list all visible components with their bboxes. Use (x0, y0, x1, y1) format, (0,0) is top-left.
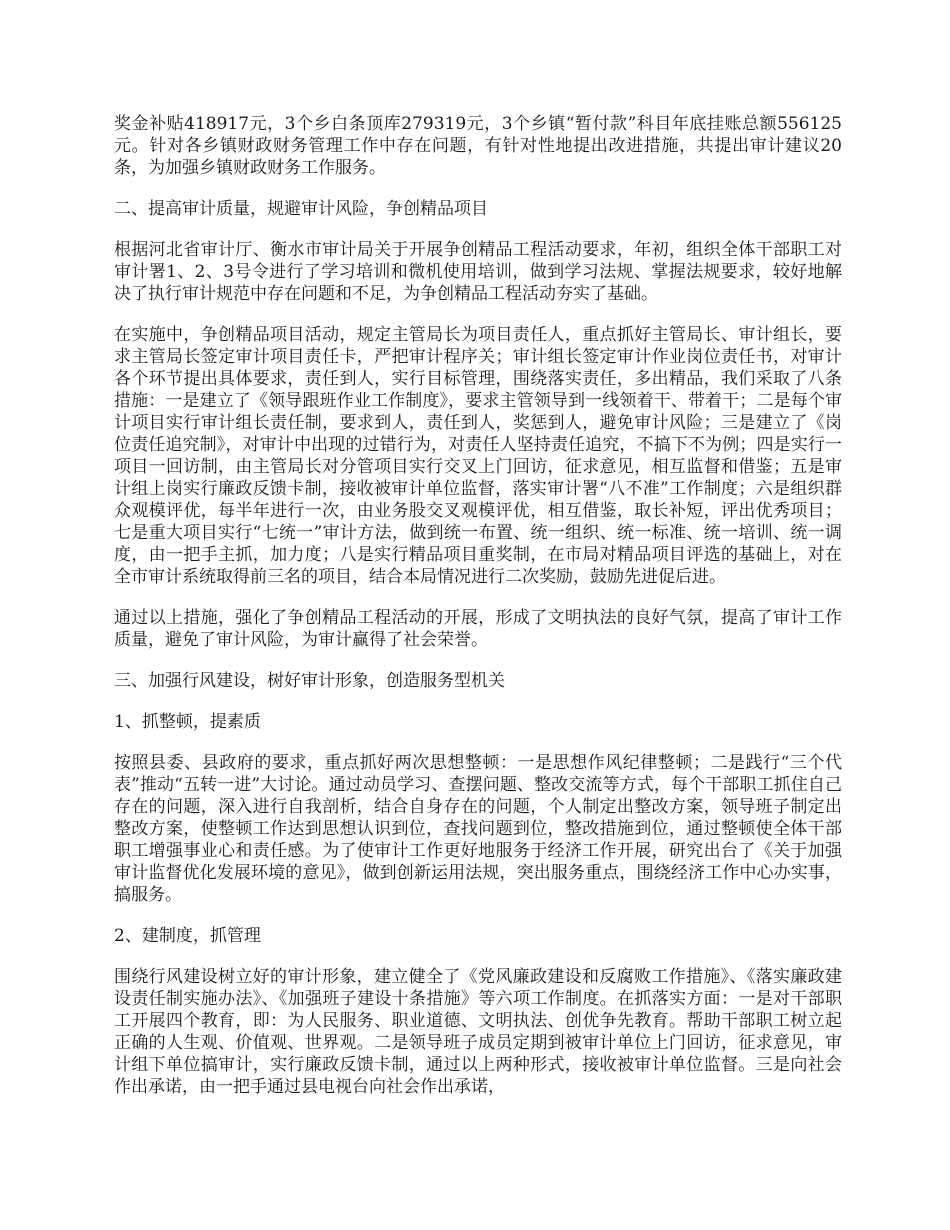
paragraph-systems: 围绕行风建设树立好的审计形象，建立健全了《党风廉政建设和反腐败工作措施》、《落实廉政建设责任制实施办法》、《加强班子建设十条措施》等六项工作制度。在抓落实方面：一是对干部职工开展四个教育，即：为人民服务、职业道德、文明执法、创优争先教育。帮助干部职工树立起正确的人生观、价值观、世界观。二是领导班子成员定期到被审计单位上门回访，征求意见，审计组下单位搞审计，实行廉政反馈卡制，通过以上两种形式，接收被审计单位监督。三是向社会作出承诺，由一把手通过县电视台向社会作出承诺， (114, 967, 842, 1097)
subsection-heading-1: 1、抓整顿，提素质 (114, 712, 261, 732)
paragraph-training: 根据河北省审计厅、衡水市审计局关于开展争创精品工程活动要求，年初，组织全体干部职工对审计署1、2、3号令进行了学习培训和微机使用培训，做到学习法规、掌握法规要求，较好地解决了执行审计规范中存在问题和不足，为争创精品工程活动夯实了基础。 (114, 240, 842, 304)
document-page (114, 113, 842, 1117)
subsection-heading-2: 2、建制度，抓管理 (114, 926, 261, 946)
paragraph-audit-findings: 奖金补贴418917元，3个乡白条顶库279319元，3个乡镇“暂付款”科目年底挂账总额556125元。针对各乡镇财政财务管理工作中存在问题，有针对性地提出改进措施，共提出审计建议20条，为加强乡镇财政财务工作服务。 (114, 114, 842, 178)
paragraph-eight-measures: 在实施中，争创精品项目活动，规定主管局长为项目责任人，重点抓好主管局长、审计组长，要求主管局长签定审计项目责任卡，严把审计程序关；审计组长签定审计作业岗位责任书，对审计各个环节提出具体要求，责任到人，实行目标管理，围绕落实责任，多出精品，我们采取了八条措施：一是建立了《领导跟班作业工作制度》，要求主管领导到一线领着干、带着干；二是每个审计项目实行审计组长责任制，要求到人，责任到人，奖惩到人，避免审计风险；三是建立了《岗位责任追究制》，对审计中出现的过错行为，对责任人坚持责任追究，不搞下不为例；四是实行一项目一回访制，由主管局长对分管项目实行交叉上门回访，征求意见，相互监督和借鉴；五是审计组上岗实行廉政反馈卡制，接收被审计单位监督，落实审计署“八不准”工作制度；六是组织群众观模评优，每半年进行一次，由业务股交叉观模评优，相互借鉴，取长补短，评出优秀项目；七是重大项目实行“七统一”审计方法，做到统一布置、统一组织、统一标准、统一培训、统一调度，由一把手主抓，加力度；八是实行精品项目重奖制，在市局对精品项目评选的基础上，对在全市审计系统取得前三名的项目，结合本局情况进行二次奖励，鼓励先进促后进。 (114, 325, 842, 587)
section-heading-3: 三、加强行风建设，树好审计形象，创造服务型机关 (114, 671, 505, 691)
paragraph-results: 通过以上措施，强化了争创精品工程活动的开展，形成了文明执法的良好气氛，提高了审计工作质量，避免了审计风险，为审计赢得了社会荣誉。 (114, 608, 842, 650)
paragraph-rectification: 按照县委、县政府的要求，重点抓好两次思想整顿：一是思想作风纪律整顿；二是践行“三个代表”推动“五转一进”大讨论。通过动员学习、查摆问题、整改交流等方式，每个干部职工抓住自己存在的问题，深入进行自我剖析，结合自身存在的问题，个人制定出整改方案，领导班子制定出整改方案，使整顿工作达到思想认识到位，查找问题到位，整改措施到位，通过整顿使全体干部职工增强事业心和责任感。为了使审计工作更好地服务于经济工作开展，研究出台了《关于加强审计监督优化发展环境的意见》，做到创新运用法规，突出服务重点，围绕经济工作中心办实事，搞服务。 (114, 753, 842, 905)
section-heading-2: 二、提高审计质量，规避审计风险，争创精品项目 (114, 199, 488, 219)
